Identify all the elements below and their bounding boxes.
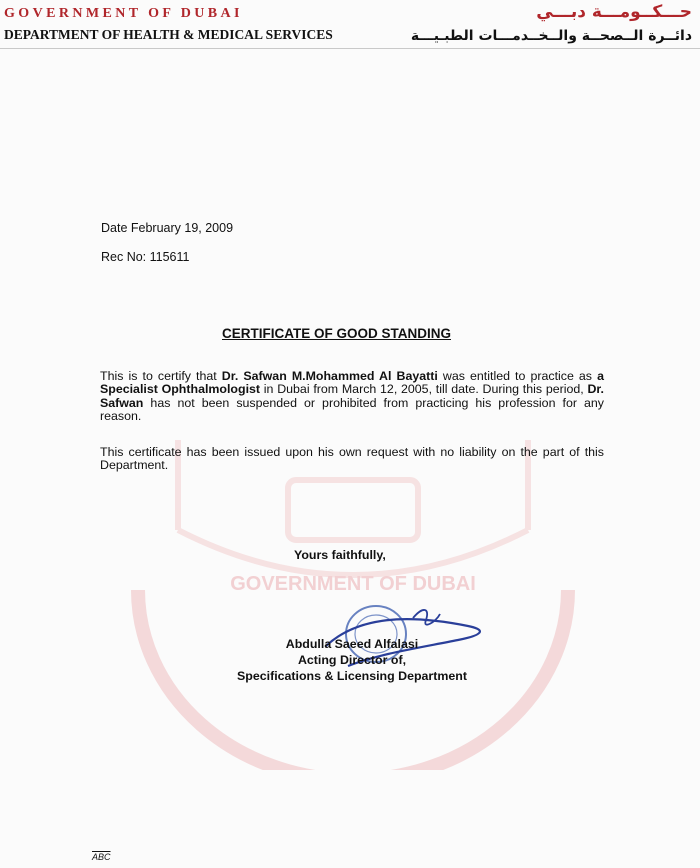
para1-text-4: has not been suspended or prohibited from practicing his profession for any reason. — [100, 395, 604, 424]
closing-salutation: Yours faithfully, — [294, 548, 386, 562]
letterhead-dept-ar: دائــرة الــصحــة والــخــدمـــات الطبـيـــة — [410, 28, 692, 44]
para1-text-2: was entitled to practice as — [437, 369, 598, 383]
para1-text-3: in Dubai from March 12, 2005, till date. During this period, — [260, 382, 588, 397]
certification-paragraph — [100, 370, 604, 424]
record-number: Rec No: 115611 — [101, 250, 190, 264]
certificate-title: CERTIFICATE OF GOOD STANDING — [222, 326, 451, 341]
letterhead-dept-en: DEPARTMENT OF HEALTH & MEDICAL SERVICES — [4, 27, 333, 42]
doctor-role: a Specialist Ophthalmologist — [100, 369, 604, 397]
signatory-block — [212, 636, 492, 684]
signatory-department: Specifications & Licensing Department — [237, 669, 467, 683]
watermark-text: GOVERNMENT OF DUBAI — [230, 573, 476, 595]
signatory-title: Acting Director of, — [297, 653, 407, 667]
signatory-name: Abdulla Saeed Alfalasi — [285, 637, 419, 651]
liability-paragraph: This certificate has been issued upon his own request with no liability on the part of this Department. — [100, 445, 604, 473]
para1-text-1: This is to certify that — [100, 369, 222, 383]
doctor-name: Dr. Safwan M.Mohammed Al Bayatti — [221, 369, 438, 383]
date-line: Date February 19, 2009 — [101, 221, 234, 235]
letterhead-org-ar: حـــكــومـــة دبـــي — [536, 2, 692, 22]
letterhead-divider — [0, 48, 700, 49]
footer-mark: $\overline{ABC}$ — [92, 852, 111, 862]
letterhead-org-en: GOVERNMENT OF DUBAI — [4, 6, 243, 21]
doctor-short-name: Dr. Safwan — [100, 382, 604, 410]
